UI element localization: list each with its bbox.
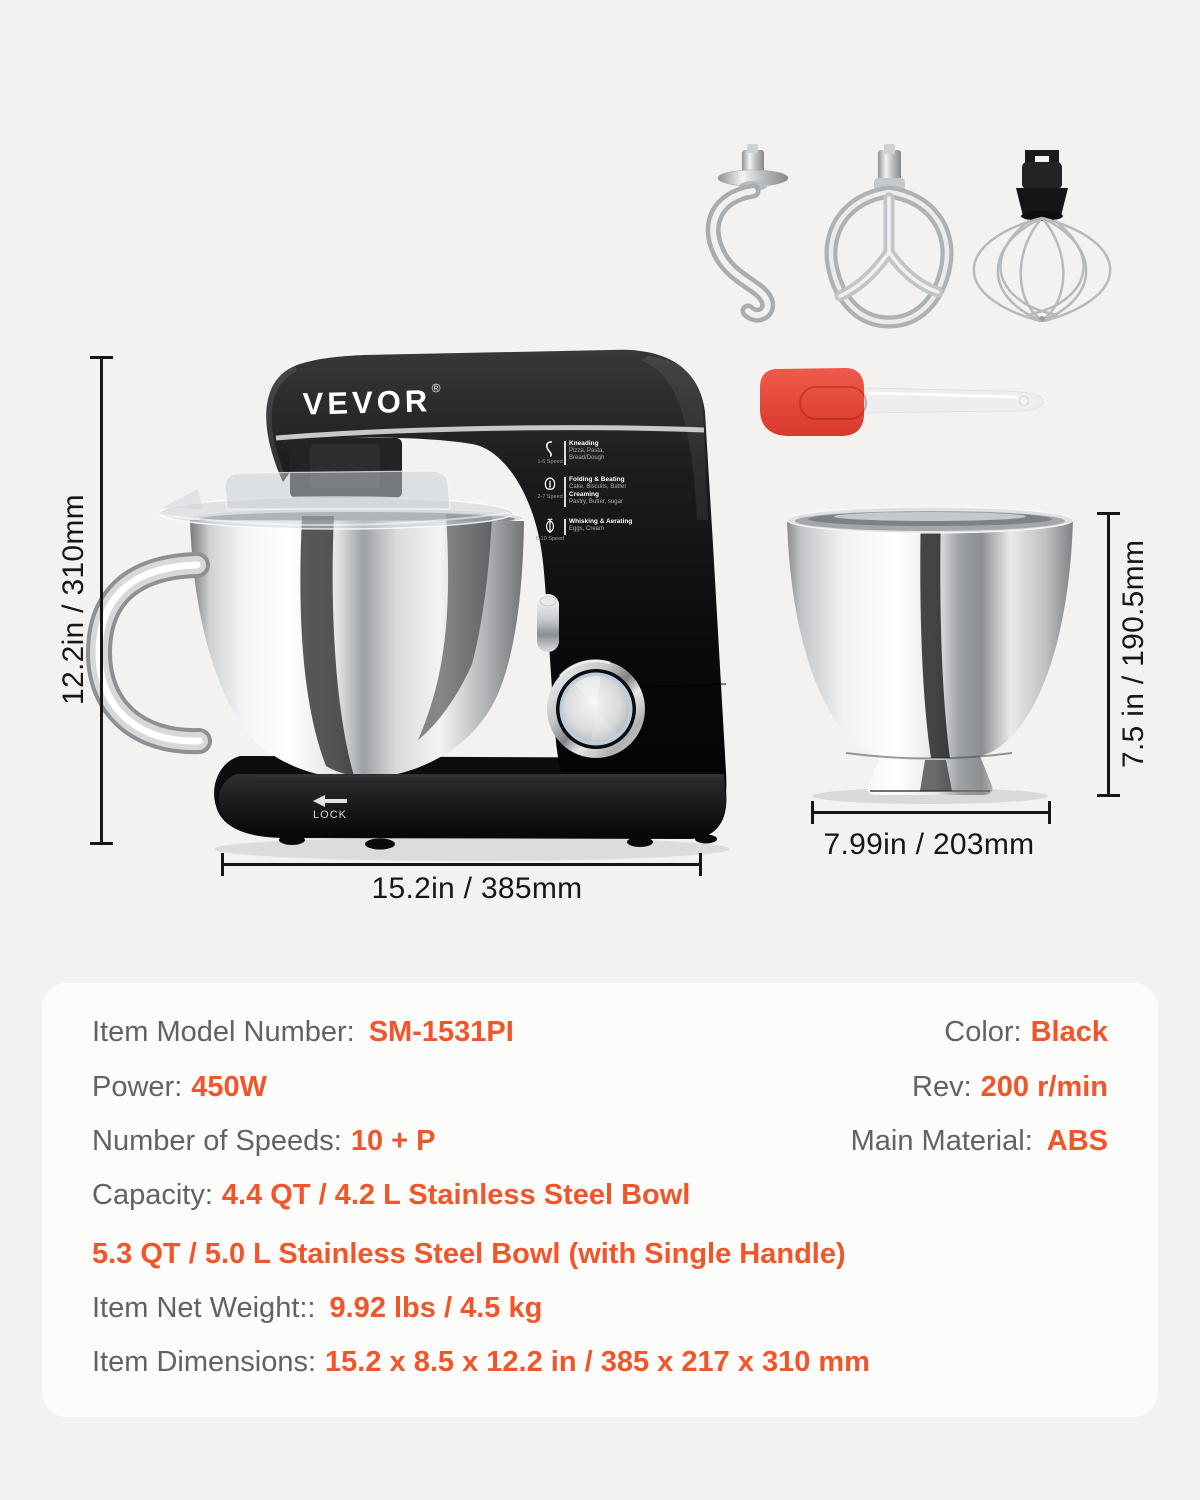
spec-row-second-bowl: [92, 1234, 1108, 1274]
dimension-label-bowl-height: 7.5 in / 190.5mm: [1117, 539, 1150, 769]
spec-card: [42, 983, 1158, 1417]
dimension-label-mixer-width: 15.2in / 385mm: [371, 872, 583, 905]
whisk-icon: [542, 518, 558, 535]
divider: [564, 519, 566, 535]
spec-label: Color:: [944, 1015, 1022, 1048]
spec-label: Item Model Number:: [92, 1015, 355, 1048]
speed-guide-desc: Pizza, Pasta,: [569, 447, 605, 454]
speed-guide-desc: Cake, Biscuits, Batter: [569, 483, 627, 490]
spec-value: Black: [1030, 1015, 1108, 1048]
spec-row-power: [92, 1067, 1108, 1107]
speed-range-label: 8-10 Speed: [535, 536, 565, 542]
spec-value: 4.4 QT / 4.2 L Stainless Steel Bowl: [221, 1178, 691, 1211]
dimension-label-mixer-height: 12.2in / 310mm: [57, 494, 90, 706]
speed-guide-row-beating: [538, 476, 626, 507]
speed-guide-desc: Pastry, Butter, sugar: [569, 498, 623, 505]
spec-row-weight: [92, 1288, 1108, 1328]
spec-row-dimensions: [92, 1342, 1108, 1382]
spec-row-speeds: [92, 1121, 1108, 1161]
dimension-line-mixer-width: [221, 863, 702, 866]
stand-mixer: [99, 350, 730, 861]
spec-row-capacity: [92, 1175, 1108, 1215]
spec-value: 15.2 x 8.5 x 12.2 in / 385 x 217 x 310 mm: [325, 1345, 870, 1378]
spec-value: ABS: [1046, 1124, 1108, 1157]
speed-knob: [547, 660, 645, 758]
extra-stainless-bowl: [787, 507, 1073, 804]
spec-value: SM-1531PI: [368, 1015, 514, 1048]
speed-guide-title: Whisking & Aerating: [569, 518, 633, 525]
divider: [564, 441, 566, 465]
speed-guide-title: Creaming: [569, 490, 599, 498]
speed-guide-desc: Eggs, Cream: [569, 525, 605, 532]
speed-range-label: 1-6 Speed: [537, 459, 563, 465]
speed-guide-panel: [535, 438, 660, 550]
spec-label: Number of Speeds:: [92, 1124, 342, 1157]
brand-registered-mark: ®: [431, 381, 441, 396]
flat-beater-icon: [542, 476, 558, 493]
speed-guide-row-kneading: [538, 440, 604, 465]
spec-label: Rev:: [912, 1070, 972, 1103]
dough-hook-attachment: [713, 144, 788, 315]
wire-whisk-attachment: [974, 150, 1110, 322]
spec-value: 5.3 QT / 5.0 L Stainless Steel Bowl (with Single Handle): [92, 1237, 846, 1270]
divider: [564, 477, 566, 507]
dimension-line-mixer-height: [100, 356, 103, 845]
spatula: [760, 368, 1043, 436]
spec-label: Capacity:: [92, 1178, 213, 1211]
brand-logo: VEVOR: [302, 383, 432, 422]
spec-value: 9.92 lbs / 4.5 kg: [329, 1291, 543, 1324]
speed-range-label: 2-7 Speed: [537, 494, 563, 500]
spec-label: Item Net Weight::: [92, 1291, 316, 1324]
dimension-line-bowl-width: [811, 811, 1051, 814]
tilt-release-lever: [537, 594, 559, 652]
spec-value: 10 + P: [350, 1124, 436, 1157]
spec-value: 200 r/min: [980, 1070, 1108, 1103]
dimension-label-bowl-width: 7.99in / 203mm: [823, 828, 1035, 861]
spec-label: Item Dimensions:: [92, 1345, 317, 1378]
flat-beater-attachment: [831, 144, 947, 322]
speed-guide-title: Kneading: [569, 440, 599, 447]
dough-hook-icon: [542, 440, 558, 458]
speed-guide-row-whisking: [535, 518, 633, 542]
spec-row-model: [92, 1012, 1108, 1052]
speed-guide-title: Folding & Beating: [569, 476, 625, 483]
spec-label: Power:: [92, 1070, 183, 1103]
speed-guide-desc: Bread/Dough: [569, 454, 605, 461]
dimension-line-bowl-height: [1107, 512, 1110, 797]
spec-label: Main Material:: [850, 1124, 1033, 1157]
lock-label: LOCK: [313, 809, 347, 821]
spec-value: 450W: [191, 1070, 268, 1103]
